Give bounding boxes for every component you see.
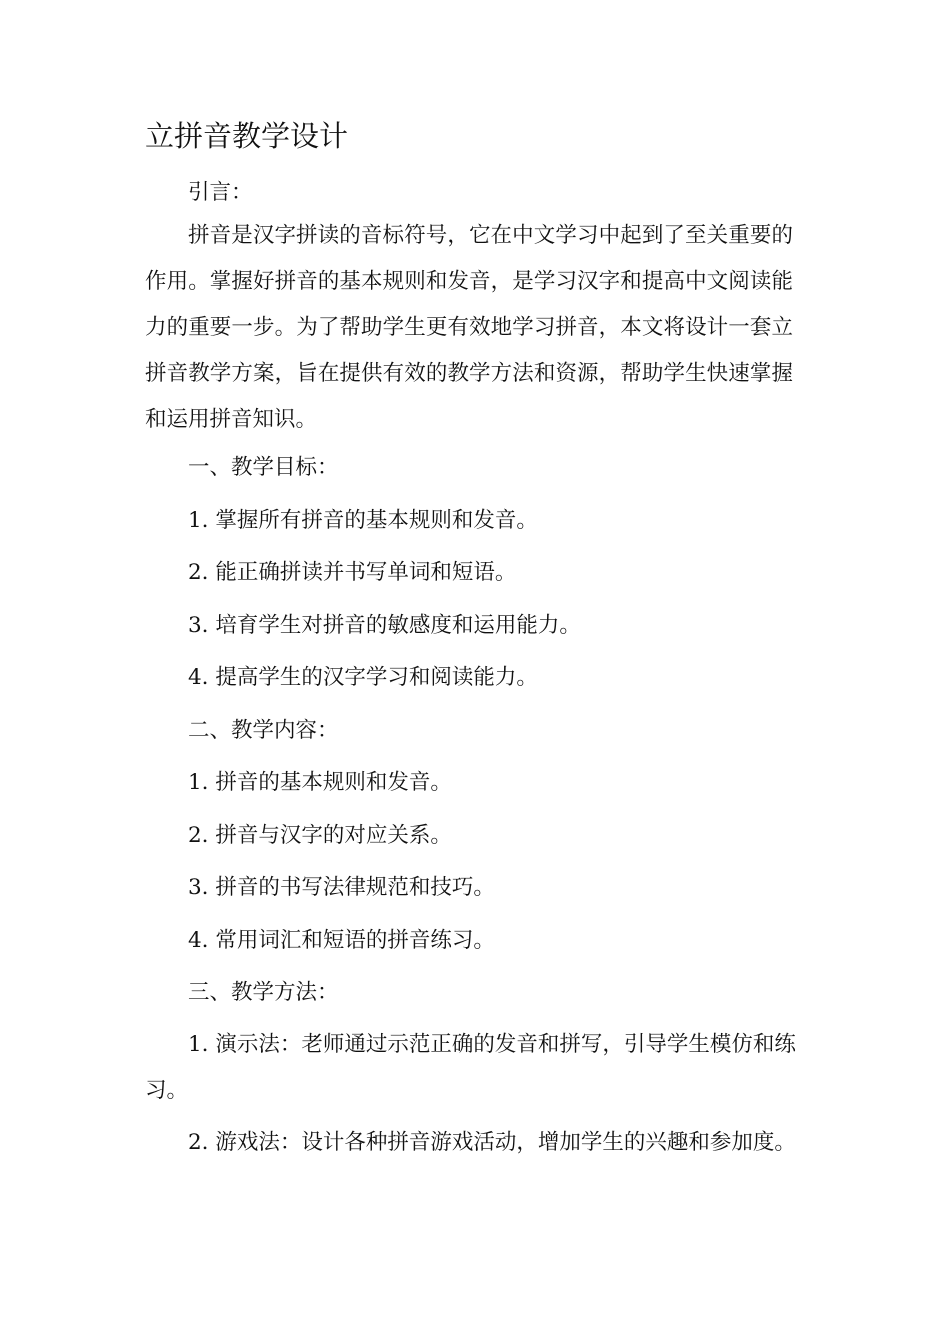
list-item: 1. 拼音的基本规则和发音。 xyxy=(188,770,452,795)
list-item: 1. 演示法：老师通过示范正确的发音和拼写，引导学生模仿和练习。 xyxy=(145,1032,796,1103)
list-item: 3. 拼音的书写法律规范和技巧。 xyxy=(188,875,495,900)
section-heading-methods: 三、教学方法： xyxy=(188,980,339,1005)
intro-heading: 引言： xyxy=(188,180,253,205)
section-heading-objectives: 一、教学目标： xyxy=(188,455,339,480)
list-item: 3. 培育学生对拼音的敏感度和运用能力。 xyxy=(188,613,581,638)
list-item: 2. 拼音与汉字的对应关系。 xyxy=(188,823,452,848)
list-item: 1. 掌握所有拼音的基本规则和发音。 xyxy=(188,508,538,533)
list-item: 2. 能正确拼读并书写单词和短语。 xyxy=(188,560,517,585)
list-item: 4. 常用词汇和短语的拼音练习。 xyxy=(188,928,495,953)
list-item: 4. 提高学生的汉字学习和阅读能力。 xyxy=(188,665,538,690)
document-title: 立拼音教学设计 xyxy=(145,119,349,153)
intro-paragraph: 拼音是汉字拼读的音标符号，它在中文学习中起到了至关重要的作用。掌握好拼音的基本规则和发音，是学习汉字和提高中文阅读能力的重要一步。为了帮助学生更有效地学习拼音，本文将设计一套立拼音教学方案，旨在提供有效的教学方法和资源，帮助学生快速掌握和运用拼音知识。 xyxy=(145,223,793,432)
section-heading-content: 二、教学内容： xyxy=(188,718,339,743)
list-item: 2. 游戏法：设计各种拼音游戏活动，增加学生的兴趣和参加度。 xyxy=(188,1130,796,1155)
